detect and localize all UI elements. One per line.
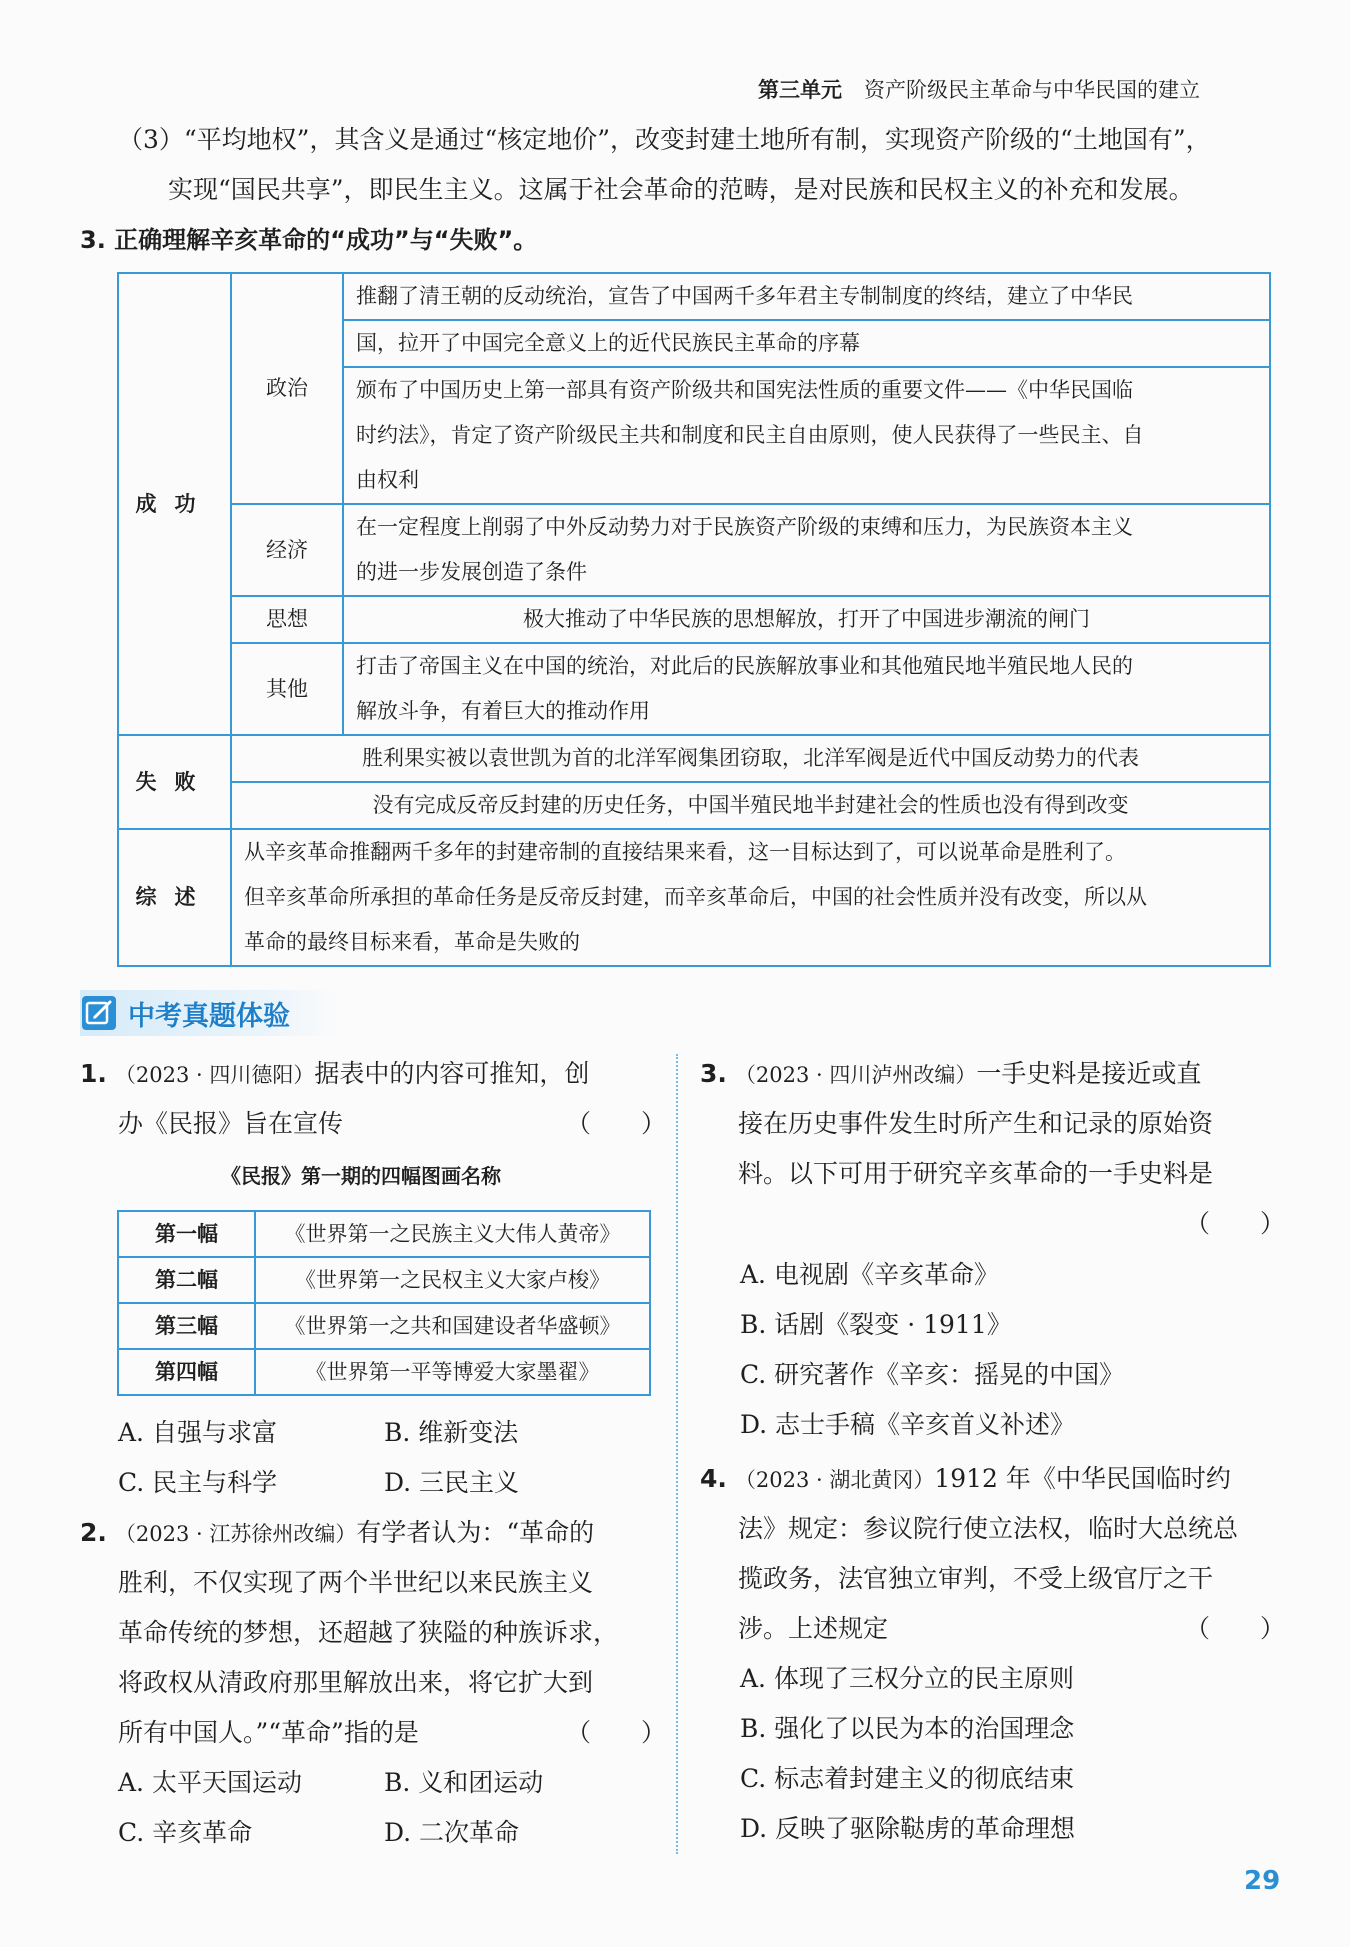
other-line-1: 打击了帝国主义在中国的统治，对此后的民族解放事业和其他殖民地半殖民地人民的 — [356, 654, 1133, 678]
intro-line-1: （3）“平均地权”，其含义是通过“核定地价”，改变封建土地所有制，实现资产阶级的“土地国有”， — [118, 125, 1211, 154]
q3-option-a[interactable]: A. 电视剧《辛亥革命》 — [740, 1260, 999, 1289]
economy-line-1: 在一定程度上削弱了中外反动势力对于民族资产阶级的束缚和压力，为民族资本主义 — [343, 504, 1270, 550]
q1-bracket: （ ） — [566, 1109, 667, 1138]
failure-2: 没有完成反帝反封建的历史任务，中国半殖民地半封建社会的性质也没有得到改变 — [231, 782, 1270, 829]
politics-1-line-1: 推翻了清王朝的反动统治，宣告了中国两千多年君主专制制度的终结，建立了中华民 — [343, 273, 1270, 320]
politics-2-line-1: 颁布了中国历史上第一部具有资产阶级共和国宪法性质的重要文件——《中华民国临 — [343, 367, 1270, 413]
row-1-value: 《世界第一之民族主义大伟人黄帝》 — [255, 1211, 650, 1257]
page-number: 29 — [1244, 1866, 1281, 1896]
revolution-assessment-table — [117, 272, 1271, 967]
q2-text-d: 将政权从清政府那里解放出来，将它扩大到 — [118, 1668, 594, 1697]
unit-label: 第三单元 — [758, 78, 842, 102]
column-divider — [676, 1054, 678, 1854]
row-4-label: 第四幅 — [118, 1349, 255, 1395]
q2-text-e: 所有中国人。”“革命”指的是 — [118, 1718, 419, 1747]
q2-number: 2. — [80, 1518, 107, 1547]
economy-label: 经济 — [231, 504, 343, 596]
minbao-pictures-table — [117, 1210, 651, 1396]
other-line-2: 解放斗争，有着巨大的推动作用 — [356, 699, 650, 723]
other-text — [343, 643, 1270, 735]
unit-title: 资产阶级民主革命与中华民国的建立 — [864, 78, 1200, 102]
q1-source: （2023 · 四川德阳） — [114, 1063, 315, 1087]
q3-text-c: 料。以下可用于研究辛亥革命的一手史料是 — [738, 1159, 1214, 1188]
q2-text-c: 革命传统的梦想，还超越了狭隘的种族诉求， — [118, 1618, 619, 1647]
q1-table-title: 《民报》第一期的四幅图画名称 — [221, 1164, 501, 1188]
row-3-label: 第三幅 — [118, 1303, 255, 1349]
summary-label: 综述 — [118, 829, 231, 966]
q2-option-b[interactable]: B. 义和团运动 — [384, 1768, 544, 1797]
politics-2-line-3: 由权利 — [343, 458, 1270, 504]
thought-label: 思想 — [231, 596, 343, 643]
row-2-value: 《世界第一之民权主义大家卢梭》 — [255, 1257, 650, 1303]
economy-line-2: 的进一步发展创造了条件 — [343, 550, 1270, 596]
failure-label: 失败 — [118, 735, 231, 829]
q2-option-d[interactable]: D. 二次革命 — [384, 1818, 520, 1847]
q4-option-c[interactable]: C. 标志着封建主义的彻底结束 — [740, 1764, 1075, 1793]
summary-line-2: 但辛亥革命所承担的革命任务是反帝反封建，而辛亥革命后，中国的社会性质并没有改变，所以从 — [244, 885, 1147, 909]
success-label: 成功 — [118, 273, 231, 735]
q4-option-d[interactable]: D. 反映了驱除鞑虏的革命理想 — [740, 1814, 1076, 1843]
q4-text-a: 1912 年《中华民国临时约 — [934, 1464, 1231, 1493]
q1-option-c[interactable]: C. 民主与科学 — [118, 1468, 278, 1497]
exam-practice-banner — [80, 990, 340, 1036]
row-4-value: 《世界第一平等博爱大家墨翟》 — [255, 1349, 650, 1395]
banner-title: 中考真题体验 — [128, 1001, 290, 1032]
page-header — [758, 74, 1200, 104]
q2-option-c[interactable]: C. 辛亥革命 — [118, 1818, 253, 1847]
q3-source: （2023 · 四川泸州改编） — [734, 1063, 977, 1087]
q4-text-b: 法》规定：参议院行使立法权，临时大总统总 — [738, 1514, 1239, 1543]
q1-text-a: 据表中的内容可推知，创 — [314, 1059, 590, 1088]
q4-bracket: （ ） — [1185, 1614, 1286, 1643]
q3-text-a: 一手史料是接近或直 — [976, 1059, 1202, 1088]
q4-line-1 — [700, 1454, 1231, 1505]
q2-source: （2023 · 江苏徐州改编） — [114, 1522, 357, 1546]
q4-option-b[interactable]: B. 强化了以民为本的治国理念 — [740, 1714, 1075, 1743]
q4-text-c: 揽政务，法官独立审判，不受上级官厅之干 — [738, 1564, 1214, 1593]
politics-2-line-2: 时约法》，肯定了资产阶级民主共和制度和民主自由原则，使人民获得了一些民主、自 — [343, 413, 1270, 458]
politics-1-line-2: 国，拉开了中国完全意义上的近代民族民主革命的序幕 — [343, 320, 1270, 367]
intro-line-2: 实现“国民共享”，即民生主义。这属于社会革命的范畴，是对民族和民权主义的补充和发展。 — [168, 175, 1194, 204]
q1-line-1 — [80, 1049, 589, 1100]
row-3-value: 《世界第一之共和国建设者华盛顿》 — [255, 1303, 650, 1349]
q2-bracket: （ ） — [566, 1718, 667, 1747]
q3-text-b: 接在历史事件发生时所产生和记录的原始资 — [738, 1109, 1214, 1138]
q1-option-a[interactable]: A. 自强与求富 — [118, 1418, 277, 1447]
row-1-label: 第一幅 — [118, 1211, 255, 1257]
row-2-label: 第二幅 — [118, 1257, 255, 1303]
q1-number: 1. — [80, 1059, 107, 1088]
q4-source: （2023 · 湖北黄冈） — [734, 1468, 935, 1492]
q1-option-d[interactable]: D. 三民主义 — [384, 1468, 520, 1497]
pencil-box-icon — [82, 996, 116, 1030]
q3-option-c[interactable]: C. 研究著作《辛亥：摇晃的中国》 — [740, 1360, 1125, 1389]
q4-number: 4. — [700, 1464, 727, 1493]
summary-text — [231, 829, 1270, 966]
q3-bracket: （ ） — [1185, 1209, 1286, 1238]
summary-line-1: 从辛亥革命推翻两千多年的封建帝制的直接结果来看，这一目标达到了，可以说革命是胜利了。 — [244, 840, 1126, 864]
q1-text-b: 办《民报》旨在宣传 — [118, 1109, 344, 1138]
section-3-heading: 3. 正确理解辛亥革命的“成功”与“失败”。 — [80, 226, 538, 254]
q2-line-1 — [80, 1508, 594, 1559]
q3-option-b[interactable]: B. 话剧《裂变 · 1911》 — [740, 1310, 1012, 1339]
failure-1: 胜利果实被以袁世凯为首的北洋军阀集团窃取，北洋军阀是近代中国反动势力的代表 — [231, 735, 1270, 782]
summary-line-3: 革命的最终目标来看，革命是失败的 — [244, 930, 580, 954]
q1-option-b[interactable]: B. 维新变法 — [384, 1418, 519, 1447]
other-label: 其他 — [231, 643, 343, 735]
q4-text-d: 涉。上述规定 — [738, 1614, 889, 1643]
q2-text-b: 胜利，不仅实现了两个半世纪以来民族主义 — [118, 1568, 594, 1597]
q2-text-a: 有学者认为：“革命的 — [356, 1518, 595, 1547]
q2-option-a[interactable]: A. 太平天国运动 — [118, 1768, 302, 1797]
politics-label: 政治 — [231, 273, 343, 504]
q3-number: 3. — [700, 1059, 727, 1088]
q4-option-a[interactable]: A. 体现了三权分立的民主原则 — [740, 1664, 1074, 1693]
q3-option-d[interactable]: D. 志士手稿《辛亥首义补述》 — [740, 1410, 1076, 1439]
thought-text: 极大推动了中华民族的思想解放，打开了中国进步潮流的闸门 — [343, 596, 1270, 643]
q3-line-1 — [700, 1049, 1201, 1100]
